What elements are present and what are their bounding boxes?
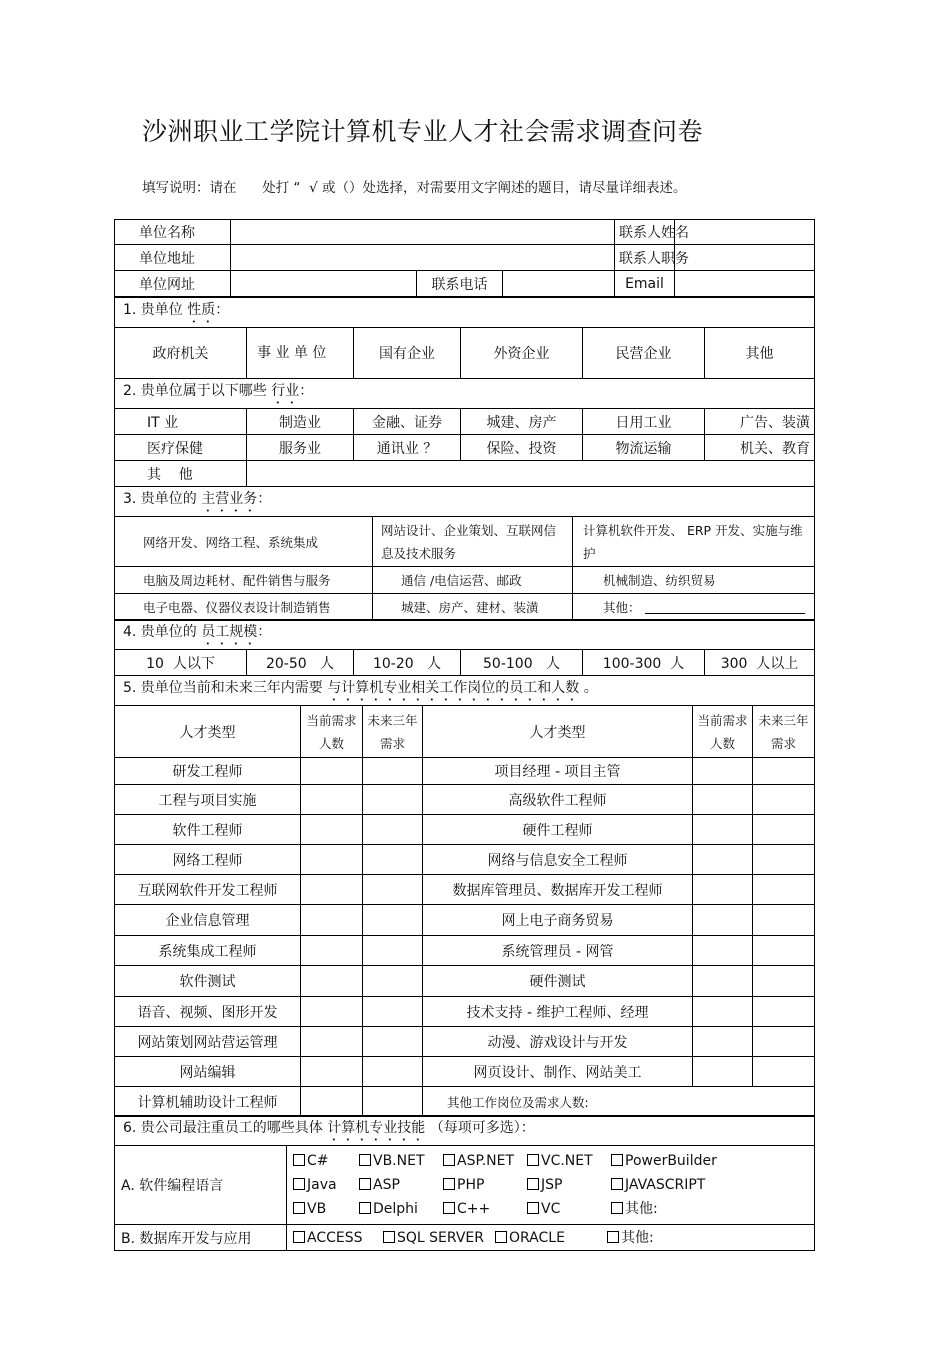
q2-option[interactable]: 日用工业	[583, 409, 705, 435]
q5-current-input[interactable]	[301, 785, 363, 815]
q2-option[interactable]: 服务业	[247, 435, 354, 461]
q5-future-input[interactable]	[753, 875, 815, 905]
checkbox-label: JSP	[541, 1177, 563, 1193]
contact-phone-label: 联系电话	[417, 271, 503, 297]
q5-type-cell: 计算机辅助设计工程师	[115, 1087, 301, 1117]
q5-current-input[interactable]	[301, 1027, 363, 1057]
q5-type-cell: 网站策划网站营运管理	[115, 1027, 301, 1057]
unit-name-label: 单位名称	[115, 220, 231, 245]
q5-future-input[interactable]	[363, 1087, 423, 1117]
q2-option[interactable]: 机关、教育	[705, 435, 815, 461]
table-row	[115, 845, 815, 875]
checkbox-row	[293, 1197, 808, 1221]
q2-option[interactable]: 金融、证券	[354, 409, 461, 435]
checkbox-label: VC	[541, 1201, 561, 1217]
checkbox-option[interactable]	[443, 1173, 527, 1197]
q5-current-input[interactable]	[301, 1057, 363, 1087]
q5-current-input[interactable]	[301, 1087, 363, 1117]
q5-type-cell: 其他工作岗位及需求人数:	[423, 1087, 815, 1117]
checkbox-icon[interactable]	[293, 1178, 305, 1190]
q5-current-input[interactable]	[693, 875, 753, 905]
checkbox-option[interactable]	[527, 1149, 611, 1173]
q5-current-header: 当前需求人数	[693, 706, 753, 758]
q2-option[interactable]: 保险、投资	[461, 435, 583, 461]
checkbox-label: PHP	[457, 1177, 485, 1193]
checkbox-label: ASP	[373, 1177, 400, 1193]
instructions: 填写说明：请在 处打 “ √ 或（）处选择，对需要用文字阐述的题目，请尽量详细表述。	[142, 180, 687, 196]
table-row	[115, 875, 815, 905]
checkbox-option[interactable]	[611, 1149, 731, 1173]
table-row	[115, 1027, 815, 1057]
q5-rows	[115, 758, 815, 1117]
q3-other[interactable]	[573, 594, 815, 621]
q6-a-label: A. 软件编程语言	[115, 1146, 287, 1225]
checkbox-icon[interactable]	[611, 1178, 623, 1190]
q5-type-cell: 企业信息管理	[115, 905, 301, 936]
q5-type-cell: 网络与信息安全工程师	[423, 845, 693, 875]
q1-question: 1. 贵单位 性质：	[115, 298, 815, 328]
q4-option[interactable]: 100-300 人	[583, 650, 705, 676]
q5-question: 5. 贵单位当前和未来三年内需要 与计算机专业相关工作岗位的员工和人数 。	[115, 676, 815, 706]
checkbox-option[interactable]	[359, 1149, 443, 1173]
q2-option[interactable]: 城建、房产	[461, 409, 583, 435]
checkbox-option[interactable]	[527, 1197, 611, 1221]
q3-option[interactable]: 机械制造、纺织贸易	[573, 567, 815, 594]
table-row	[115, 936, 815, 966]
q5-type-cell: 硬件工程师	[423, 815, 693, 845]
q5-current-input[interactable]	[301, 875, 363, 905]
q5-future-input[interactable]	[753, 966, 815, 997]
checkbox-label: ORACLE	[509, 1229, 565, 1246]
checkbox-option[interactable]	[359, 1197, 443, 1221]
checkbox-row	[293, 1149, 808, 1173]
q6-table	[114, 1115, 815, 1251]
q3-option[interactable]: 电脑及周边耗材、配件销售与服务	[115, 567, 373, 594]
q5-current-input[interactable]	[301, 997, 363, 1027]
checkbox-label: 其他:	[621, 1229, 654, 1246]
contact-name-field[interactable]	[675, 220, 815, 245]
q3-option[interactable]: 城建、房产、建材、装潢	[373, 594, 573, 621]
checkbox-option[interactable]	[607, 1226, 707, 1250]
checkbox-icon[interactable]	[359, 1202, 371, 1214]
q4-option[interactable]: 50-100 人	[461, 650, 583, 676]
table-row	[115, 905, 815, 936]
contact-table	[114, 219, 815, 297]
q5-future-input[interactable]	[753, 1057, 815, 1087]
q5-type-cell: 网页设计、制作、网站美工	[423, 1057, 693, 1087]
q3-option[interactable]: 计算机软件开发、 ERP 开发、实施与维护	[573, 517, 815, 567]
checkbox-option[interactable]	[293, 1173, 359, 1197]
unit-website-field[interactable]	[231, 271, 417, 297]
checkbox-label: VC.NET	[541, 1153, 593, 1169]
checkbox-option[interactable]	[443, 1197, 527, 1221]
checkbox-option[interactable]	[495, 1226, 607, 1250]
q5-future-input[interactable]	[363, 785, 423, 815]
q2-option[interactable]: 医疗保健	[115, 435, 247, 461]
checkbox-icon[interactable]	[293, 1202, 305, 1214]
q5-type-cell: 动漫、游戏设计与开发	[423, 1027, 693, 1057]
q5-future-input[interactable]	[363, 1057, 423, 1087]
q5-type-cell: 技术支持 - 维护工程师、经理	[423, 997, 693, 1027]
checkbox-row	[293, 1226, 808, 1250]
checkbox-label: VB	[307, 1201, 327, 1217]
page-title: 沙洲职业工学院计算机专业人才社会需求调查问卷	[142, 117, 704, 146]
q5-future-input[interactable]	[363, 1027, 423, 1057]
contact-position-label: 联系人职务	[615, 245, 675, 271]
q5-current-input[interactable]	[301, 905, 363, 936]
unit-address-field[interactable]	[231, 245, 615, 271]
q2-other-field[interactable]	[247, 461, 815, 487]
q5-future-input[interactable]	[363, 905, 423, 936]
q1-option[interactable]: 外资企业	[461, 328, 583, 379]
q5-type-cell: 高级软件工程师	[423, 785, 693, 815]
checkbox-option[interactable]	[611, 1173, 731, 1197]
checkbox-icon[interactable]	[443, 1154, 455, 1166]
q1-option[interactable]: 国有企业	[354, 328, 461, 379]
q1-option[interactable]: 其他	[705, 328, 815, 379]
contact-name-label: 联系人姓名	[615, 220, 675, 245]
q2-option[interactable]: 物流运输	[583, 435, 705, 461]
checkbox-label: JAVASCRIPT	[625, 1177, 706, 1193]
q5-type-cell: 数据库管理员、数据库开发工程师	[423, 875, 693, 905]
q5-current-input[interactable]	[301, 936, 363, 966]
q5-future-input[interactable]	[363, 936, 423, 966]
q5-current-input[interactable]	[693, 758, 753, 785]
checkbox-icon[interactable]	[495, 1231, 507, 1243]
checkbox-label: ASP.NET	[457, 1153, 515, 1169]
checkbox-row	[293, 1173, 808, 1197]
q5-current-input[interactable]	[693, 936, 753, 966]
q3-option[interactable]: 网站设计、企业策划、互联网信息及技术服务	[373, 517, 573, 567]
q4-option[interactable]: 300 人以上	[705, 650, 815, 676]
q5-type-cell: 软件测试	[115, 966, 301, 997]
q5-type-cell: 项目经理 - 项目主管	[423, 758, 693, 785]
checkbox-icon[interactable]	[611, 1154, 623, 1166]
checkbox-option[interactable]	[443, 1149, 527, 1173]
email-field[interactable]	[675, 271, 815, 297]
checkbox-option[interactable]	[293, 1149, 359, 1173]
unit-website-label: 单位网址	[115, 271, 231, 297]
q4-table	[114, 619, 815, 676]
q5-current-input[interactable]	[301, 966, 363, 997]
q3-other-line[interactable]	[645, 601, 805, 614]
unit-name-field[interactable]	[231, 220, 615, 245]
checkbox-icon[interactable]	[359, 1154, 371, 1166]
contact-position-field[interactable]	[675, 245, 815, 271]
checkbox-icon[interactable]	[293, 1231, 305, 1243]
checkbox-icon[interactable]	[443, 1202, 455, 1214]
checkbox-label: C++	[457, 1201, 491, 1217]
q5-type-cell: 互联网软件开发工程师	[115, 875, 301, 905]
checkbox-option[interactable]	[383, 1226, 495, 1250]
q5-current-input[interactable]	[693, 845, 753, 875]
q5-current-input[interactable]	[693, 905, 753, 936]
email-label: Email	[615, 271, 675, 297]
q5-current-input[interactable]	[693, 815, 753, 845]
q1-option[interactable]: 政府机关	[115, 328, 247, 379]
q5-type-cell: 工程与项目实施	[115, 785, 301, 815]
table-row	[115, 966, 815, 997]
q2-table	[114, 378, 815, 487]
q2-option[interactable]: 制造业	[247, 409, 354, 435]
q5-future-input[interactable]	[363, 966, 423, 997]
q6-a-options	[287, 1146, 815, 1225]
table-row	[115, 1087, 815, 1117]
q5-current-input[interactable]	[693, 966, 753, 997]
q5-type-cell: 语音、视频、图形开发	[115, 997, 301, 1027]
checkbox-option[interactable]	[527, 1173, 611, 1197]
checkbox-icon[interactable]	[611, 1202, 623, 1214]
q5-future-input[interactable]	[363, 997, 423, 1027]
q1-option[interactable]: 事 业 单 位	[247, 328, 354, 379]
table-row	[115, 997, 815, 1027]
table-row	[115, 815, 815, 845]
q5-future-input[interactable]	[753, 785, 815, 815]
checkbox-label: VB.NET	[373, 1153, 425, 1169]
q5-future-input[interactable]	[363, 758, 423, 785]
q5-current-input[interactable]	[301, 845, 363, 875]
q5-type-cell: 研发工程师	[115, 758, 301, 785]
q5-type-cell: 系统集成工程师	[115, 936, 301, 966]
q5-future-input[interactable]	[753, 815, 815, 845]
q3-option[interactable]: 网络开发、网络工程、系统集成	[115, 517, 373, 567]
q1-option[interactable]: 民营企业	[583, 328, 705, 379]
q3-option[interactable]: 电子电器、仪器仪表设计制造销售	[115, 594, 373, 621]
checkbox-option[interactable]	[293, 1197, 359, 1221]
table-row	[115, 785, 815, 815]
q3-question: 3. 贵单位的 主营业务：	[115, 487, 815, 517]
q2-question: 2. 贵单位属于以下哪些 行业：	[115, 379, 815, 409]
q5-current-input[interactable]	[693, 1057, 753, 1087]
checkbox-label: Delphi	[373, 1201, 418, 1217]
q5-future-input[interactable]	[753, 845, 815, 875]
q5-current-input[interactable]	[301, 758, 363, 785]
q5-future-header: 未来三年需求	[753, 706, 815, 758]
checkbox-option[interactable]	[611, 1197, 731, 1221]
checkbox-label: Java	[307, 1177, 337, 1193]
q2-option[interactable]: 广告、装潢	[705, 409, 815, 435]
q4-question: 4. 贵单位的 员工规模：	[115, 620, 815, 650]
q6-b-options	[287, 1225, 815, 1251]
q5-future-input[interactable]	[753, 905, 815, 936]
q5-current-input[interactable]	[693, 1027, 753, 1057]
q5-type-cell: 网络工程师	[115, 845, 301, 875]
q4-option[interactable]: 20-50 人	[247, 650, 354, 676]
checkbox-label: C#	[307, 1153, 329, 1169]
checkbox-icon[interactable]	[607, 1231, 619, 1243]
q1-table	[114, 297, 815, 379]
q5-type-header: 人才类型	[423, 706, 693, 758]
checkbox-option[interactable]	[293, 1226, 383, 1250]
checkbox-label: 其他:	[625, 1201, 658, 1217]
q5-future-input[interactable]	[753, 997, 815, 1027]
q5-type-cell: 软件工程师	[115, 815, 301, 845]
contact-phone-field[interactable]	[503, 271, 615, 297]
checkbox-icon[interactable]	[359, 1178, 371, 1190]
q4-option[interactable]: 10-20 人	[354, 650, 461, 676]
unit-address-label: 单位地址	[115, 245, 231, 271]
q5-current-input[interactable]	[693, 785, 753, 815]
q2-option[interactable]: IT 业	[115, 409, 247, 435]
q2-other-label: 其 他	[115, 461, 247, 487]
checkbox-icon[interactable]	[383, 1231, 395, 1243]
q5-future-header: 未来三年需求	[363, 706, 423, 758]
q5-future-input[interactable]	[363, 875, 423, 905]
checkbox-option[interactable]	[359, 1173, 443, 1197]
checkbox-label: SQL SERVER	[397, 1229, 485, 1246]
q5-current-header: 当前需求人数	[301, 706, 363, 758]
table-row	[115, 1057, 815, 1087]
table-row	[115, 758, 815, 785]
q5-type-cell: 硬件测试	[423, 966, 693, 997]
q5-type-header: 人才类型	[115, 706, 301, 758]
q5-future-input[interactable]	[363, 845, 423, 875]
q5-future-input[interactable]	[753, 1027, 815, 1057]
q5-future-input[interactable]	[753, 936, 815, 966]
q5-future-input[interactable]	[363, 815, 423, 845]
q5-current-input[interactable]	[693, 997, 753, 1027]
checkbox-icon[interactable]	[527, 1178, 539, 1190]
q3-option[interactable]: 通信 /电信运营、邮政	[373, 567, 573, 594]
checkbox-icon[interactable]	[527, 1154, 539, 1166]
q5-current-input[interactable]	[301, 815, 363, 845]
checkbox-label: ACCESS	[307, 1229, 363, 1246]
checkbox-icon[interactable]	[527, 1202, 539, 1214]
q3-other-label: 其他：	[603, 600, 641, 615]
q6-b-label: B. 数据库开发与应用	[115, 1225, 287, 1251]
q5-future-input[interactable]	[753, 758, 815, 785]
q5-type-cell: 网上电子商务贸易	[423, 905, 693, 936]
q4-option[interactable]: 10 人以下	[115, 650, 247, 676]
checkbox-icon[interactable]	[443, 1178, 455, 1190]
q2-option[interactable]: 通讯业 ？	[354, 435, 461, 461]
q5-type-cell: 网站编辑	[115, 1057, 301, 1087]
q5-table	[114, 675, 815, 1117]
checkbox-icon[interactable]	[293, 1154, 305, 1166]
q5-type-cell: 系统管理员 - 网管	[423, 936, 693, 966]
q3-table	[114, 486, 815, 621]
q6-question: 6. 贵公司最注重员工的哪些具体 计算机专业技能 （每项可多选）：	[115, 1116, 815, 1146]
checkbox-label: PowerBuilder	[625, 1153, 717, 1169]
